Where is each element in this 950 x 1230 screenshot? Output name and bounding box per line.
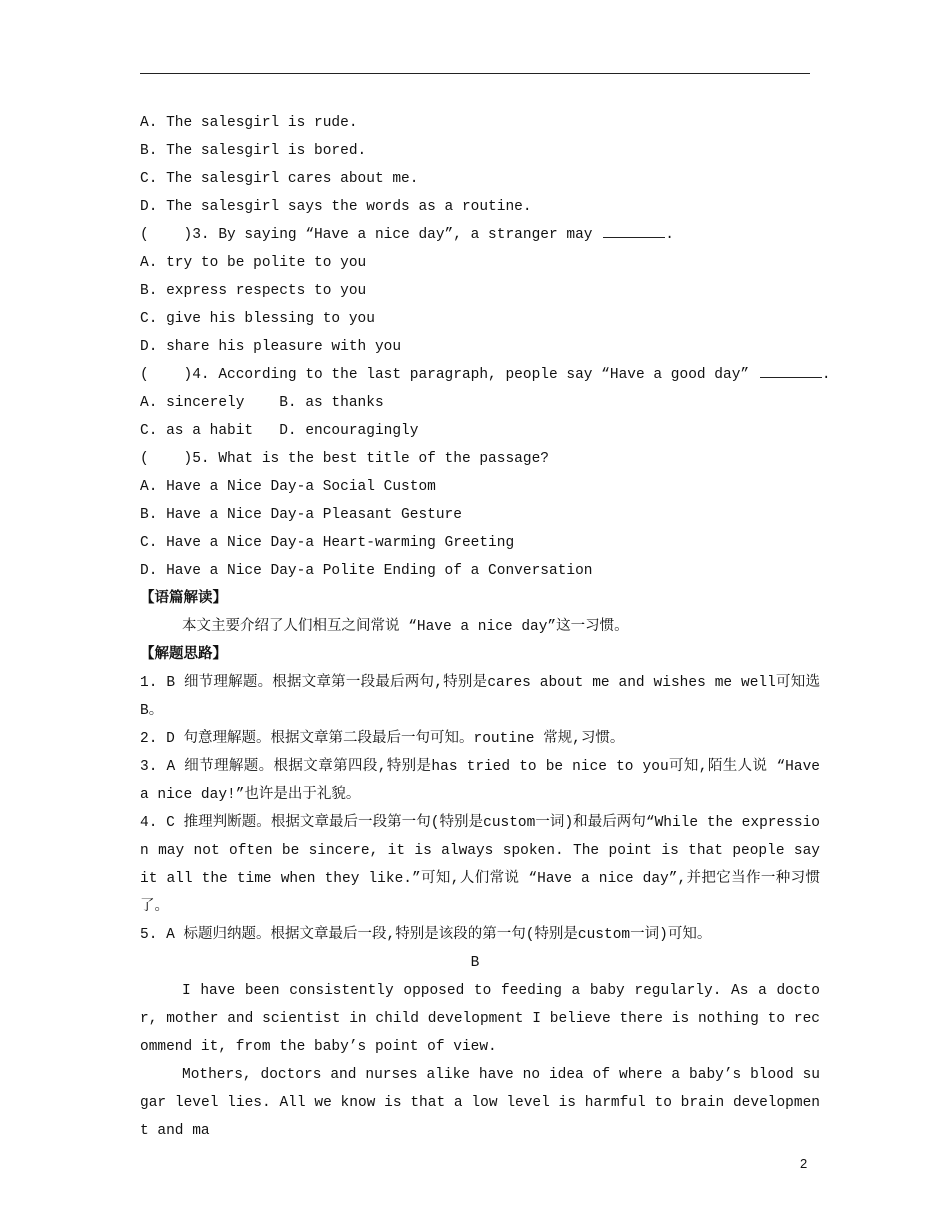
q5-option-a: A. Have a Nice Day-a Social Custom (140, 479, 436, 495)
q2-option-b: B. The salesgirl is bored. (140, 143, 367, 159)
document-body (140, 109, 831, 1145)
q4-options-ab: A. sincerely B. as thanks (140, 395, 384, 411)
thinking-heading: 【解题思路】 (140, 647, 227, 663)
reading-summary: 本文主要介绍了人们相互之间常说 “Have a nice day”这一习惯。 (182, 619, 629, 635)
q3-option-b: B. express respects to you (140, 283, 367, 299)
q3-option-c: C. give his blessing to you (140, 311, 375, 327)
passage-b-label: B (470, 955, 480, 971)
q5-option-b: B. Have a Nice Day-a Pleasant Gesture (140, 507, 462, 523)
answer-blank (760, 363, 822, 378)
answer-explanation-1: 1. B 细节理解题。根据文章第一段最后两句,特别是cares about me and wishes me well可知选B。 (140, 675, 820, 719)
reading-heading: 【语篇解读】 (140, 591, 227, 607)
q4-stem-line (140, 361, 831, 389)
q3-stem-line (140, 221, 820, 249)
q5-option-c: C. Have a Nice Day-a Heart-warming Greeting (140, 535, 515, 551)
answer-explanation-3: 3. A 细节理解题。根据文章第四段,特别是has tried to be nice to you可知,陌生人说 “Have a nice day!”也许是出于礼貌。 (140, 759, 820, 803)
q5-stem: ( )5. What is the best title of the passage? (140, 451, 549, 467)
q3-stem: ( )3. By saying “Have a nice day”, a stranger may (140, 227, 602, 243)
answer-explanation-5: 5. A 标题归纳题。根据文章最后一段,特别是该段的第一句(特别是custom一词)可知。 (140, 927, 712, 943)
q2-option-d: D. The salesgirl says the words as a routine. (140, 199, 532, 215)
passage-b-paragraph-1: I have been consistently opposed to feeding a baby regularly. As a doctor, mother and scientist in child development I believe there is nothing to recommend it, from the baby’s point of view. (140, 983, 820, 1055)
header-rule (140, 73, 810, 74)
q5-option-d: D. Have a Nice Day-a Polite Ending of a Conversation (140, 563, 593, 579)
q3-end: . (665, 227, 674, 243)
q3-option-a: A. try to be polite to you (140, 255, 367, 271)
q3-option-d: D. share his pleasure with you (140, 339, 402, 355)
q4-options-cd: C. as a habit D. encouragingly (140, 423, 419, 439)
q2-option-a: A. The salesgirl is rude. (140, 115, 358, 131)
answer-explanation-2: 2. D 句意理解题。根据文章第二段最后一句可知。routine 常规,习惯。 (140, 731, 625, 747)
q4-stem: ( )4. According to the last paragraph, people say “Have a good day” (140, 367, 758, 383)
answer-explanation-4: 4. C 推理判断题。根据文章最后一段第一句(特别是custom一词)和最后两句“While the expression may not often be sincere, it is always spoken. The point is that people say it all the time when they like.”可知,人们常说 “Have a nice day”,并把它当作一种习惯了。 (140, 815, 820, 915)
page-number: 2 (800, 1156, 808, 1171)
q2-option-c: C. The salesgirl cares about me. (140, 171, 419, 187)
answer-blank (603, 223, 665, 238)
passage-b-paragraph-2: Mothers, doctors and nurses alike have no idea of where a baby’s blood sugar level lies. All we know is that a low level is harmful to brain development and ma (140, 1067, 820, 1139)
q4-end: . (821, 367, 831, 383)
